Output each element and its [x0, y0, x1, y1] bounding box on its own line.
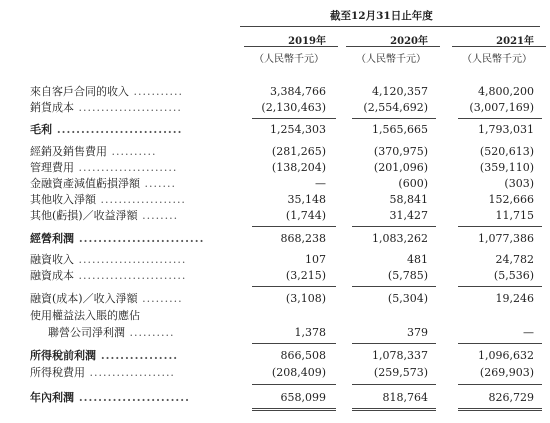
subtotal-rule	[458, 343, 542, 344]
cell-2019: —	[315, 177, 326, 190]
table-row: 融資收入 ........................ 107 481 24,782	[30, 253, 534, 266]
unit-2020: （人民幣千元）	[356, 54, 426, 65]
cell-2021: 11,715	[495, 209, 534, 222]
table-row: 聯營公司淨利潤 .......... 1,378 379 —	[48, 326, 534, 339]
table-row: 管理費用 ...................... (138,204) (201,096) (359,110)	[30, 161, 534, 174]
cell-2020: 379	[407, 326, 428, 339]
total-double-rule	[252, 408, 336, 411]
cell-2019: (138,204)	[271, 161, 326, 174]
cell-2021: 826,729	[488, 391, 534, 404]
cell-2021: (359,110)	[479, 161, 534, 174]
row-label: 其他收入淨額	[30, 193, 96, 206]
subtotal-rule	[458, 286, 542, 287]
cell-2021: 1,793,031	[478, 123, 534, 136]
table-row: 融資(成本)／收入淨額 ......... (3,108) (5,304) 19,246	[30, 292, 534, 305]
cell-2019: 3,384,766	[270, 85, 326, 98]
table-row: 其他(虧損)／收益淨額 ........ (1,744) 31,427 11,715	[30, 209, 534, 222]
cell-2020: 31,427	[389, 209, 428, 222]
subtotal-rule	[252, 118, 336, 119]
total-double-rule	[458, 408, 542, 411]
row-label: 毛利	[30, 123, 52, 136]
cell-2021: —	[523, 326, 534, 339]
cell-2021: 152,666	[488, 193, 534, 206]
subtotal-rule	[352, 118, 436, 119]
table-row: 年內利潤 ....................... 658,099 818,764 826,729	[30, 391, 534, 404]
cell-2021: (269,903)	[479, 366, 534, 379]
cell-2020: 58,841	[389, 193, 428, 206]
year-2021: 2021年	[496, 36, 534, 47]
cell-2019: 1,378	[294, 326, 326, 339]
cell-2021: (520,613)	[479, 145, 534, 158]
cell-2020: 4,120,357	[372, 85, 428, 98]
cell-2021: 1,096,632	[478, 349, 534, 362]
cell-2021: (5,536)	[493, 269, 534, 282]
cell-2019: (3,108)	[285, 292, 326, 305]
cell-2020: 1,078,337	[372, 349, 428, 362]
subtotal-rule	[352, 343, 436, 344]
cell-2019: 658,099	[280, 391, 326, 404]
cell-2019: (281,265)	[271, 145, 326, 158]
year-2020: 2020年	[390, 36, 428, 47]
subtotal-rule	[252, 286, 336, 287]
row-label: 所得稅前利潤	[30, 349, 96, 362]
subtotal-rule	[458, 226, 542, 227]
cell-2019: (208,409)	[271, 366, 326, 379]
row-label: 經銷及銷售費用	[30, 145, 107, 158]
cell-2020: 481	[407, 253, 428, 266]
subtotal-rule	[352, 286, 436, 287]
cell-2020: 1,083,262	[372, 232, 428, 245]
period-heading: 截至12月31日止年度	[330, 10, 433, 22]
cell-2020: 818,764	[382, 391, 428, 404]
subtotal-rule	[352, 226, 436, 227]
cell-2020: (2,554,692)	[363, 101, 428, 114]
table-row: 其他收入淨額 ................... 35,148 58,841 152,666	[30, 193, 534, 206]
subtotal-rule	[252, 343, 336, 344]
subtotal-rule	[252, 226, 336, 227]
cell-2021: (303)	[504, 177, 534, 190]
total-double-rule	[352, 408, 436, 411]
cell-2019: 1,254,303	[270, 123, 326, 136]
table-row: 金融資產減值虧損淨額 ....... — (600) (303)	[30, 177, 534, 190]
subtotal-rule	[458, 384, 542, 385]
row-label: 其他(虧損)／收益淨額	[30, 209, 138, 222]
cell-2019: 35,148	[287, 193, 326, 206]
cell-2021: 24,782	[495, 253, 534, 266]
subtotal-rule	[352, 384, 436, 385]
table-row: 融資成本 ........................ (3,215) (5,785) (5,536)	[30, 269, 534, 282]
cell-2019: 868,238	[280, 232, 326, 245]
cell-2020: (259,573)	[373, 366, 428, 379]
subtotal-rule	[458, 118, 542, 119]
row-label: 銷貨成本	[30, 101, 74, 114]
subtotal-rule	[252, 384, 336, 385]
row-label: 來自客戶合同的收入	[30, 85, 129, 98]
table-row: 來自客戶合同的收入 ........... 3,384,766 4,120,357 4,800,200	[30, 85, 534, 98]
table-row: 經營利潤 .......................... 868,238 1,083,262 1,077,386	[30, 232, 534, 245]
table-row: 銷貨成本 ....................... (2,130,463) (2,554,692) (3,007,169)	[30, 101, 534, 114]
cell-2020: (600)	[398, 177, 428, 190]
row-label: 經營利潤	[30, 232, 74, 245]
table-row: 所得稅前利潤 ................ 866,508 1,078,337 1,096,632	[30, 349, 534, 362]
year-rule-2019	[244, 46, 338, 47]
cell-2019: 866,508	[280, 349, 326, 362]
cell-2020: (201,096)	[373, 161, 428, 174]
table-row	[0, 308, 550, 324]
table-row: 毛利 .......................... 1,254,303 1,565,665 1,793,031	[30, 123, 534, 136]
table-row: 所得稅費用 ................... (208,409) (259,573) (269,903)	[30, 366, 534, 379]
row-label: 金融資產減值虧損淨額	[30, 177, 140, 190]
row-label: 聯營公司淨利潤	[48, 326, 125, 339]
cell-2021: 19,246	[495, 292, 534, 305]
row-label: 管理費用	[30, 161, 74, 174]
year-rule-2020	[346, 46, 440, 47]
year-2019: 2019年	[288, 36, 326, 47]
cell-2021: 1,077,386	[478, 232, 534, 245]
cell-2019: (2,130,463)	[261, 101, 326, 114]
cell-2019: 107	[305, 253, 326, 266]
table-row: 經銷及銷售費用 .......... (281,265) (370,975) (520,613)	[30, 145, 534, 158]
cell-2020: (370,975)	[373, 145, 428, 158]
row-label: 融資收入	[30, 253, 74, 266]
row-label: 所得稅費用	[30, 366, 85, 379]
cell-2021: 4,800,200	[478, 85, 534, 98]
row-label: 使用權益法入賬的應佔	[30, 309, 140, 322]
cell-2021: (3,007,169)	[469, 101, 534, 114]
cell-2019: (3,215)	[285, 269, 326, 282]
row-label: 年內利潤	[30, 391, 74, 404]
cell-2020: (5,785)	[387, 269, 428, 282]
row-label: 融資(成本)／收入淨額	[30, 292, 138, 305]
unit-2021: （人民幣千元）	[462, 54, 532, 65]
year-rule-2021	[452, 46, 546, 47]
cell-2019: (1,744)	[285, 209, 326, 222]
cell-2020: 1,565,665	[372, 123, 428, 136]
cell-2020: (5,304)	[387, 292, 428, 305]
unit-2019: （人民幣千元）	[254, 54, 324, 65]
header-rule	[240, 26, 540, 27]
row-label: 融資成本	[30, 269, 74, 282]
